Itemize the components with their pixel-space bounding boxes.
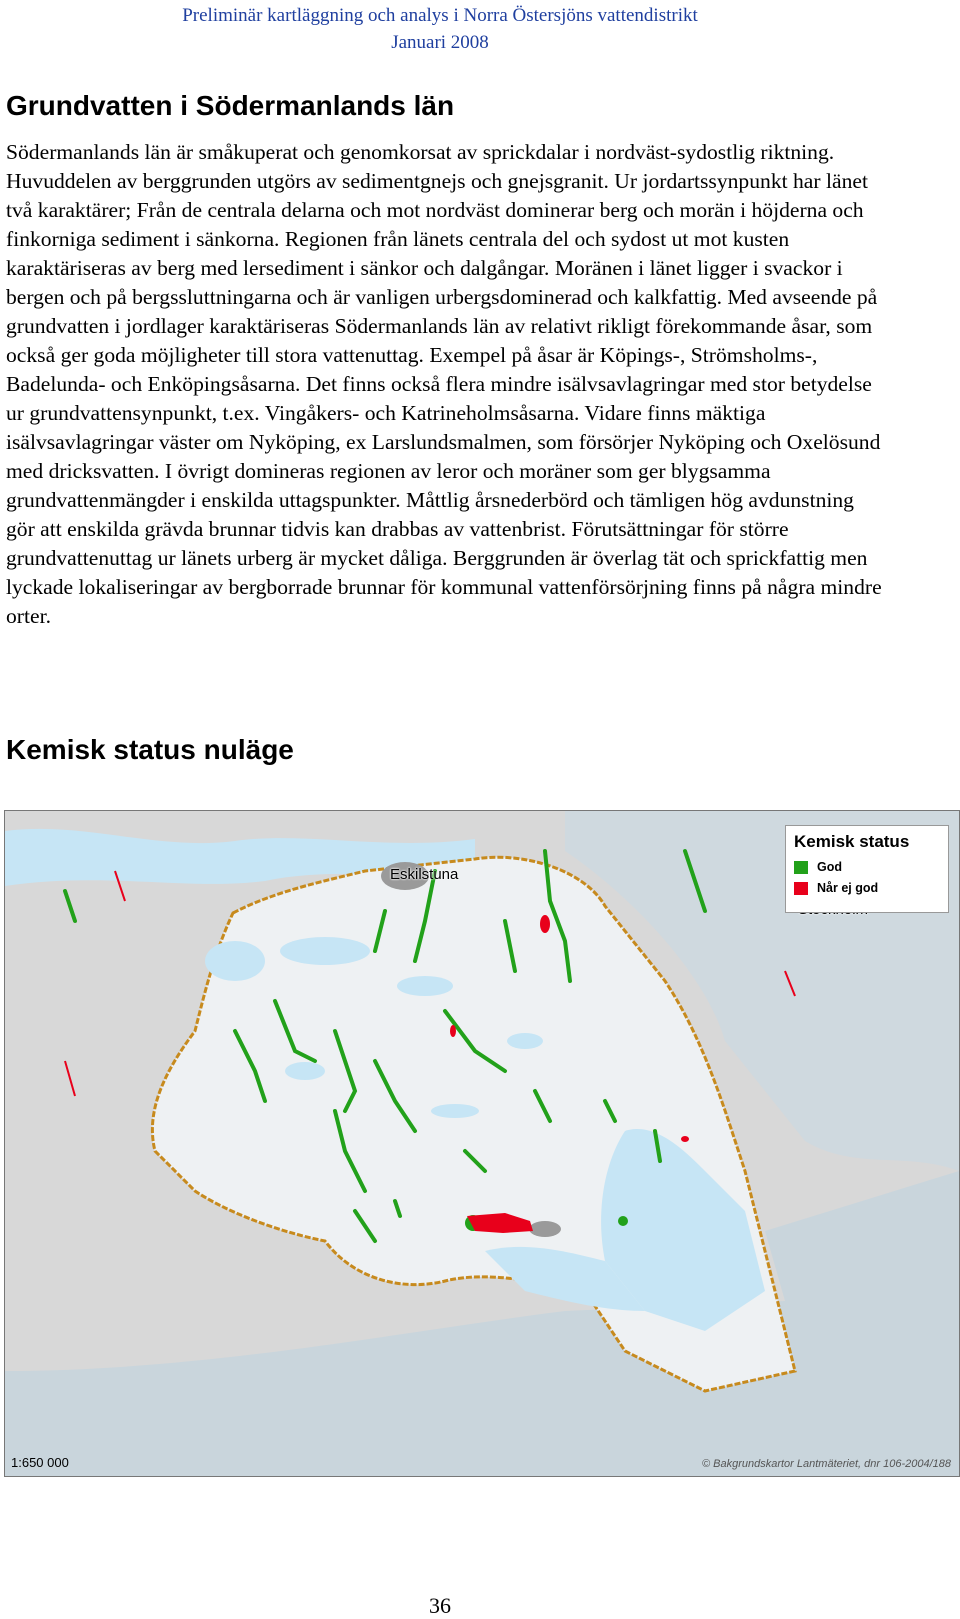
legend-item-good	[794, 860, 842, 874]
lake	[285, 1062, 325, 1080]
lake	[507, 1033, 543, 1049]
lake	[280, 937, 370, 965]
aquifer-not-good	[681, 1136, 689, 1142]
section-heading-chemical-status: Kemisk status nuläge	[6, 734, 294, 765]
legend-label: God	[817, 860, 842, 874]
page-number: 36	[429, 1593, 451, 1618]
legend-label: Når ej god	[817, 881, 879, 895]
lake	[431, 1104, 479, 1118]
running-header	[0, 2, 880, 56]
header-title: Preliminär kartläggning och analys i Norra Östersjöns vattendistrikt	[182, 5, 698, 26]
aquifer-good	[618, 1216, 628, 1226]
header-date: Januari 2008	[391, 32, 489, 53]
legend-item-not-good	[794, 881, 878, 895]
map-legend	[785, 825, 949, 913]
map-credit: © Bakgrundskartor Lantmäteriet, dnr 106-2004/188	[701, 1458, 951, 1470]
legend-swatch-green	[794, 861, 808, 874]
legend-title: Kemisk status	[794, 832, 910, 851]
map-scale: 1:650 000	[11, 1455, 69, 1470]
label-eskilstuna: Eskilstuna	[390, 866, 459, 883]
lake	[205, 941, 265, 981]
legend-swatch-red	[794, 882, 808, 895]
body-paragraph: Södermanlands län är småkuperat och genomkorsat av sprickdalar i nordväst-sydostlig riktning. Huvuddelen av berggrunden utgörs av sedimentgnejs och gnejsgranit. Ur jordartssynpunkt har länet två karaktärer; Från de centrala delarna och mot nordväst dominerar berg och morän i höjderna och finkorniga sediment i sänkorna. Regionen från länets centrala del och sydost ut mot kusten karaktäriseras av berg med lersediment i sänkor och dalgångar. Moränen i länet ligger i svackor i bergen och på bergssluttningarna och är vanligen urbergsdominerad och kalkfattig. Med avseende på grundvatten i jordlager karaktäriseras Södermanlands län av relativt rikligt förekommande åsar, som också ger goda möjligheter till stora vattenuttag. Exempel på åsar är Köpings-, Strömsholms-, Badelunda- och Enköpingsåsarna. Det finns också flera mindre isälvsavlagringar med stor betydelse ur grundvattensynpunkt, t.ex. Vingåkers- och Katrineholmsåsarna. Vidare finns mäktiga isälvsavlagringar väster om Nyköping, ex Larslundsmalmen, som försörjer Nyköping och Oxelösund med dricksvatten. I övrigt domineras regionen av leror och moräner som ger blygsamma grundvattenmängder i enskilda uttagspunkter. Måttlig årsnederbörd och tämligen hög avdunstning gör att enskilda grävda brunnar tidvis kan drabbas av vattenbrist. Förutsättningar för större grundvattenuttag ur länets urberg är mycket dåliga. Berggrunden är överlag tät och sprickfattig men lyckade lokaliseringar av bergborrade brunnar för kommunal vattenförsörjning finns på några mindre orter.	[6, 140, 882, 628]
chemical-status-map	[4, 810, 960, 1477]
urban-nykoping	[529, 1221, 561, 1237]
section-heading-groundwater: Grundvatten i Södermanlands län	[6, 90, 455, 121]
aquifer-not-good	[540, 915, 550, 933]
aquifer-not-good	[450, 1025, 456, 1037]
lake	[397, 976, 453, 996]
